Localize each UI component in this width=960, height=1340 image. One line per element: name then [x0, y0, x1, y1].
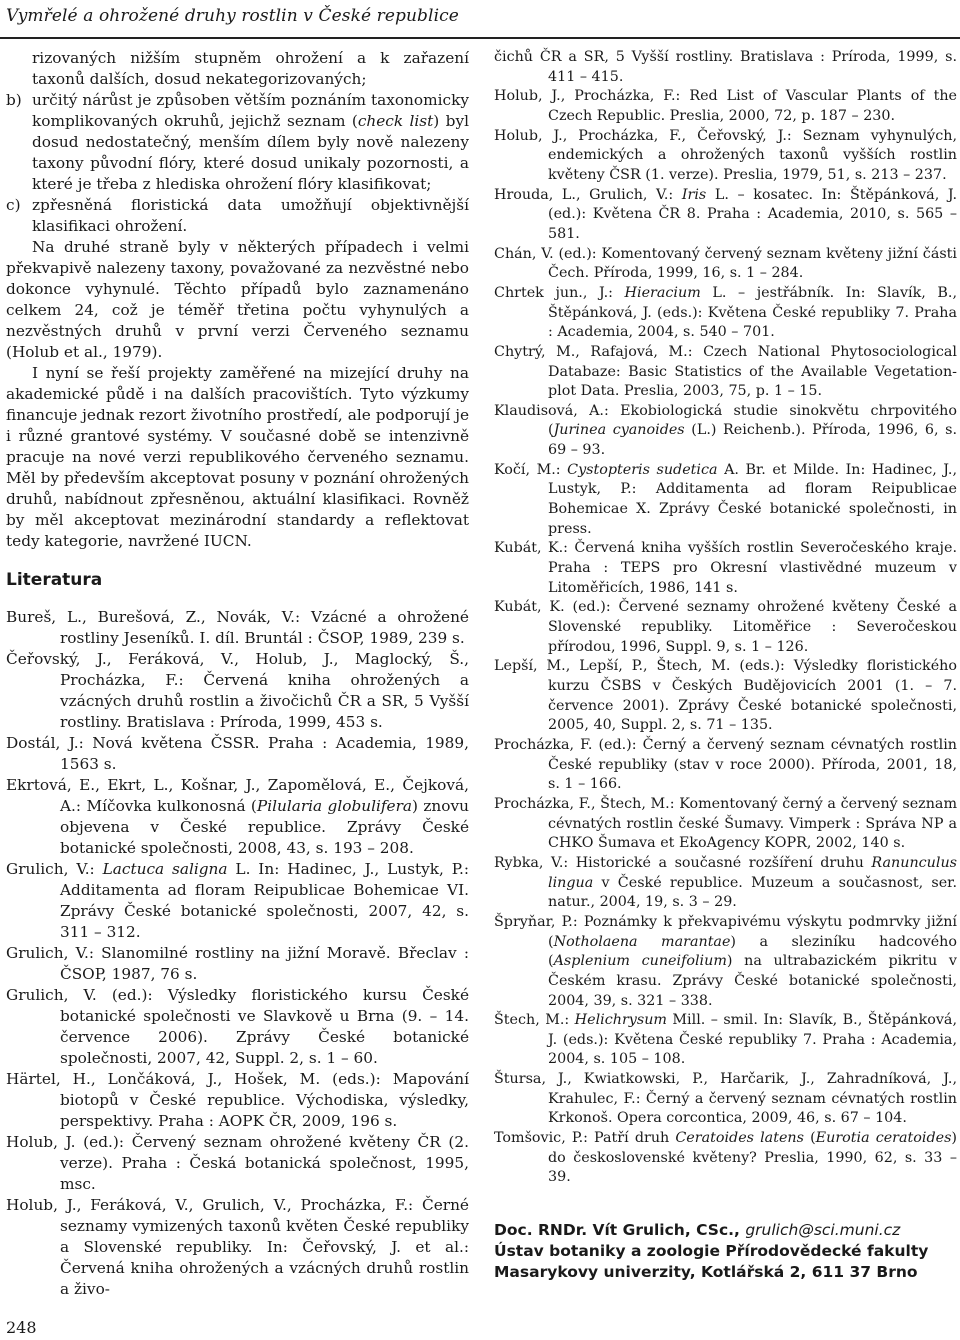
list-label: b)	[6, 91, 22, 109]
reference-entry: Härtel, H., Lončáková, J., Hošek, M. (eds.): Mapování biotopů v České republice. Východiska, výsledky, perspektivy. Praha : AOPK ČR, 2009, 196 s.	[6, 1070, 469, 1130]
running-head: Vymřelé a ohrožené druhy rostlin v České republice	[6, 6, 459, 26]
reference-entry: Hrouda, L., Grulich, V.: Iris L. – kosatec. In: Štěpánková, J. (ed.): Květena ČR 8. Praha : Academia, 2010, s. 565 – 581.	[494, 186, 958, 242]
list-item-c	[6, 195, 469, 237]
reference-entry: Grulich, V.: Slanomilné rostliny na jižní Moravě. Břeclav : ČSOP, 1987, 76 s.	[6, 944, 469, 983]
reference-entry: Ekrtová, E., Ekrt, L., Košnar, J., Zapomělová, E., Čejková, A.: Míčovka kulkonosná (Pilularia globulifera) znovu objevena v České republice. Zprávy České botanické společnosti, 2008, 43, s. 193 – 208.	[6, 776, 469, 857]
reference-entry: Holub, J., Procházka, F., Čeřovský, J.: Seznam vyhynulých, endemických a ohrožených taxonů vyšších rostlin květeny ČSR (1. verze). Preslia, 1979, 51, s. 213 – 237.	[494, 127, 957, 183]
author-block	[494, 1220, 957, 1283]
reference-entry: Čeřovský, J., Feráková, V., Holub, J., Maglocký, Š., Procházka, F.: Červená kniha ohrožených a vzácných druhů rostlin a živočichů ČR a SR, 5 Vyšší rostliny. Bratislava : Príroda, 1999, 453 s.	[6, 650, 469, 731]
reference-entry: Chrtek jun., J.: Hieracium L. – jestřábník. In: Slavík, B., Štěpánková, J. (eds.): Květena České republiky 7. Praha : Academia, 2004, s. 540 – 701.	[494, 284, 957, 341]
reference-entry: čichů ČR a SR, 5 Vyšší rostliny. Bratislava : Príroda, 1999, s. 411 – 415.	[494, 49, 957, 85]
reference-entry: Klaudisová, A.: Ekobiologická studie sinokvětu chrpovitého (Jurinea cyanoides (L.) Reichenb.). Příroda, 1996, 6, s. 69 – 93.	[494, 402, 957, 459]
literature-heading: Literatura	[6, 570, 103, 590]
reference-entry: Kubát, K.: Červená kniha vyšších rostlin Severočeského kraje. Praha : TEPS pro Okresní vlastivědné muzeum v Litoměřicích, 1986, 141 s.	[494, 540, 957, 596]
list-text: zpřesněná floristická data umožňují objektivnější klasifikaci ohrožení.	[32, 196, 469, 235]
references-right	[494, 48, 957, 1188]
author-email[interactable]: grulich@sci.muni.cz	[745, 1221, 901, 1240]
list-label: c)	[6, 196, 21, 214]
body-paragraph: Na druhé straně byly v některých případech i velmi překvapivě nalezeny taxony, považované za nezvěstné nebo dokonce vyhynulé. Těchto případů bylo zaznamenáno celkem 24, což je téměř třetina počtu vyhynulých a nezvěstných druhů v první verzi Červeného seznamu (Holub et al., 1979).	[6, 238, 469, 361]
reference-entry: Štech, M.: Helichrysum Mill. – smil. In: Slavík, B., Štěpánková, J. (eds.): Květena České republiky 7. Praha : Academia, 2004, s. 105 – 108.	[494, 1012, 957, 1068]
reference-entry: Grulich, V. (ed.): Výsledky floristického kursu České botanické společnosti ve Slavkově u Brna (9. – 14. července 2006). Zprávy České botanické společnosti, 2007, 42, Suppl. 2, s. 1 – 60.	[6, 986, 469, 1067]
reference-entry: Bureš, L., Burešová, Z., Novák, V.: Vzácné a ohrožené rostliny Jeseníků. I. díl. Bruntál : ČSOP, 1989, 239 s.	[6, 608, 469, 647]
left-column	[6, 48, 469, 1300]
author-institute: Ústav botaniky a zoologie Přírodovědecké fakulty	[494, 1242, 929, 1261]
body-paragraph: I nyní se řeší projekty zaměřené na mizející druhy na akademické půdě i na dalších pracovištích. Tyto výzkumy financuje jednak rezort životního prostředí, ale podporují je i různé grantové systémy. V současné době se intenzivně pracuje na nové verzi republikového červeného seznamu. Měl by především akceptovat posuny v poznání ohrožených druhů, nabídnout zpřesněnou, aktuální klasifikaci. Rovněž by měl akceptovat mezinárodní standardy a reflektovat tedy kategorie, navržené IUCN.	[6, 364, 469, 550]
reference-entry: Rybka, V.: Historické a současné rozšíření druhu Ranunculus lingua v České republice. Muzeum a současnost, ser. natur., 2004, 19, s. 3 – 29.	[494, 854, 957, 911]
page-number: 248	[6, 1318, 37, 1337]
author-line	[494, 1220, 957, 1241]
references-left	[6, 607, 469, 1300]
author-name: Doc. RNDr. Vít Grulich, CSc.,	[494, 1221, 740, 1240]
reference-entry: Procházka, F. (ed.): Černý a červený seznam cévnatých rostlin České republiky (stav v roce 2000). Příroda, 2001, 18, s. 1 – 166.	[494, 736, 957, 793]
list-text: určitý nárůst je způsoben větším poznáním taxonomicky komplikovaných okruhů, jejichž seznam (check list) byl dosud nedostatečný, menším dílem byly nově nalezeny taxony původní flóry, které dosud unikaly pozornosti, a které je třeba z hlediska ohrožení flóry klasifikovat;	[32, 91, 469, 193]
intro-continuation	[6, 48, 469, 90]
right-column	[494, 48, 957, 1283]
list-item-b	[6, 90, 469, 195]
reference-entry: Procházka, F., Štech, M.: Komentovaný černý a červený seznam cévnatých rostlin české Šumavy. Vimperk : Správa NP a CHKO Šumava et EkoAgency KOPR, 2002, 140 s.	[494, 795, 957, 852]
header-rule	[0, 37, 960, 39]
reference-entry: Dostál, J.: Nová květena ČSSR. Praha : Academia, 1989, 1563 s.	[6, 734, 469, 773]
reference-entry: Tomšovic, P.: Patří druh Ceratoides latens (Eurotia ceratoides) do československé květeny? Preslia, 1990, 62, s. 33 – 39.	[494, 1130, 957, 1186]
reference-entry: Chytrý, M., Rafajová, M.: Czech National Phytosociological Databaze: Basic Statistics of the Available Vegetation-plot Data. Preslia, 2003, 75, p. 1 – 15.	[494, 343, 957, 400]
reference-entry: Štursa, J., Kwiatkowski, P., Harčarik, J., Zahradníková, J., Krahulec, F.: Černý a červený seznam cévnatých rostlin Krkonoš. Opera corcontica, 2009, 46, s. 67 – 104.	[494, 1071, 957, 1127]
reference-entry: Holub, J., Feráková, V., Grulich, V., Procházka, F.: Černé seznamy vymizených taxonů květen České republiky a Slovenské republiky. In: Čeřovský, J. et al.: Červená kniha ohrožených a vzácných druhů rostlin a živo-	[6, 1196, 469, 1298]
reference-entry: Lepší, M., Lepší, P., Štech, M. (eds.): Výsledky floristického kurzu ČSBS v Českých Budějovicích 2001 (1. – 7. července 2001). Zprávy České botanické společnosti, 2005, 40, Suppl. 2, s. 71 – 135.	[494, 658, 957, 734]
reference-entry: Grulich, V.: Lactuca saligna L. In: Hadinec, J., Lustyk, P.: Additamenta ad floram Reipublicae Bohemicae VI. Zprávy České botanické společnosti, 2007, 42, s. 311 – 312.	[6, 860, 469, 941]
author-address: Masarykovy univerzity, Kotlářská 2, 611 37 Brno	[494, 1263, 918, 1282]
reference-entry: Špryňar, P.: Poznámky k překvapivému výskytu podmrvky jižní (Notholaena marantae) a sleziníku hadcového (Asplenium cuneifolium) na ultrabazickém pikritu v Českém krasu. Zprávy České botanické společnosti, 2004, 39, s. 321 – 338.	[494, 913, 957, 1009]
reference-entry: Kočí, M.: Cystopteris sudetica A. Br. et Milde. In: Hadinec, J., Lustyk, P.: Additamenta ad floram Reipublicae Bohemicae X. Zprávy České botanické společnosti, in press.	[494, 461, 958, 537]
intro-text: rizovaných nižším stupněm ohrožení a k zařazení taxonů dalších, dosud nekategorizovaných;	[32, 49, 469, 88]
reference-entry: Kubát, K. (ed.): Červené seznamy ohrožené květeny České a Slovenské republiky. Litoměřice : Severočeskou přírodou, 1996, Suppl. 9, s. 1 – 126.	[494, 599, 957, 655]
reference-entry: Holub, J., Procházka, F.: Red List of Vascular Plants of the Czech Republic. Preslia, 2000, 72, p. 187 – 230.	[494, 88, 957, 124]
reference-entry: Holub, J. (ed.): Červený seznam ohrožené květeny ČR (2. verze). Praha : Česká botanická společnost, 1995, msc.	[6, 1133, 469, 1193]
reference-entry: Chán, V. (ed.): Komentovaný červený seznam květeny jižní části Čech. Příroda, 1999, 16, s. 1 – 284.	[494, 245, 957, 282]
